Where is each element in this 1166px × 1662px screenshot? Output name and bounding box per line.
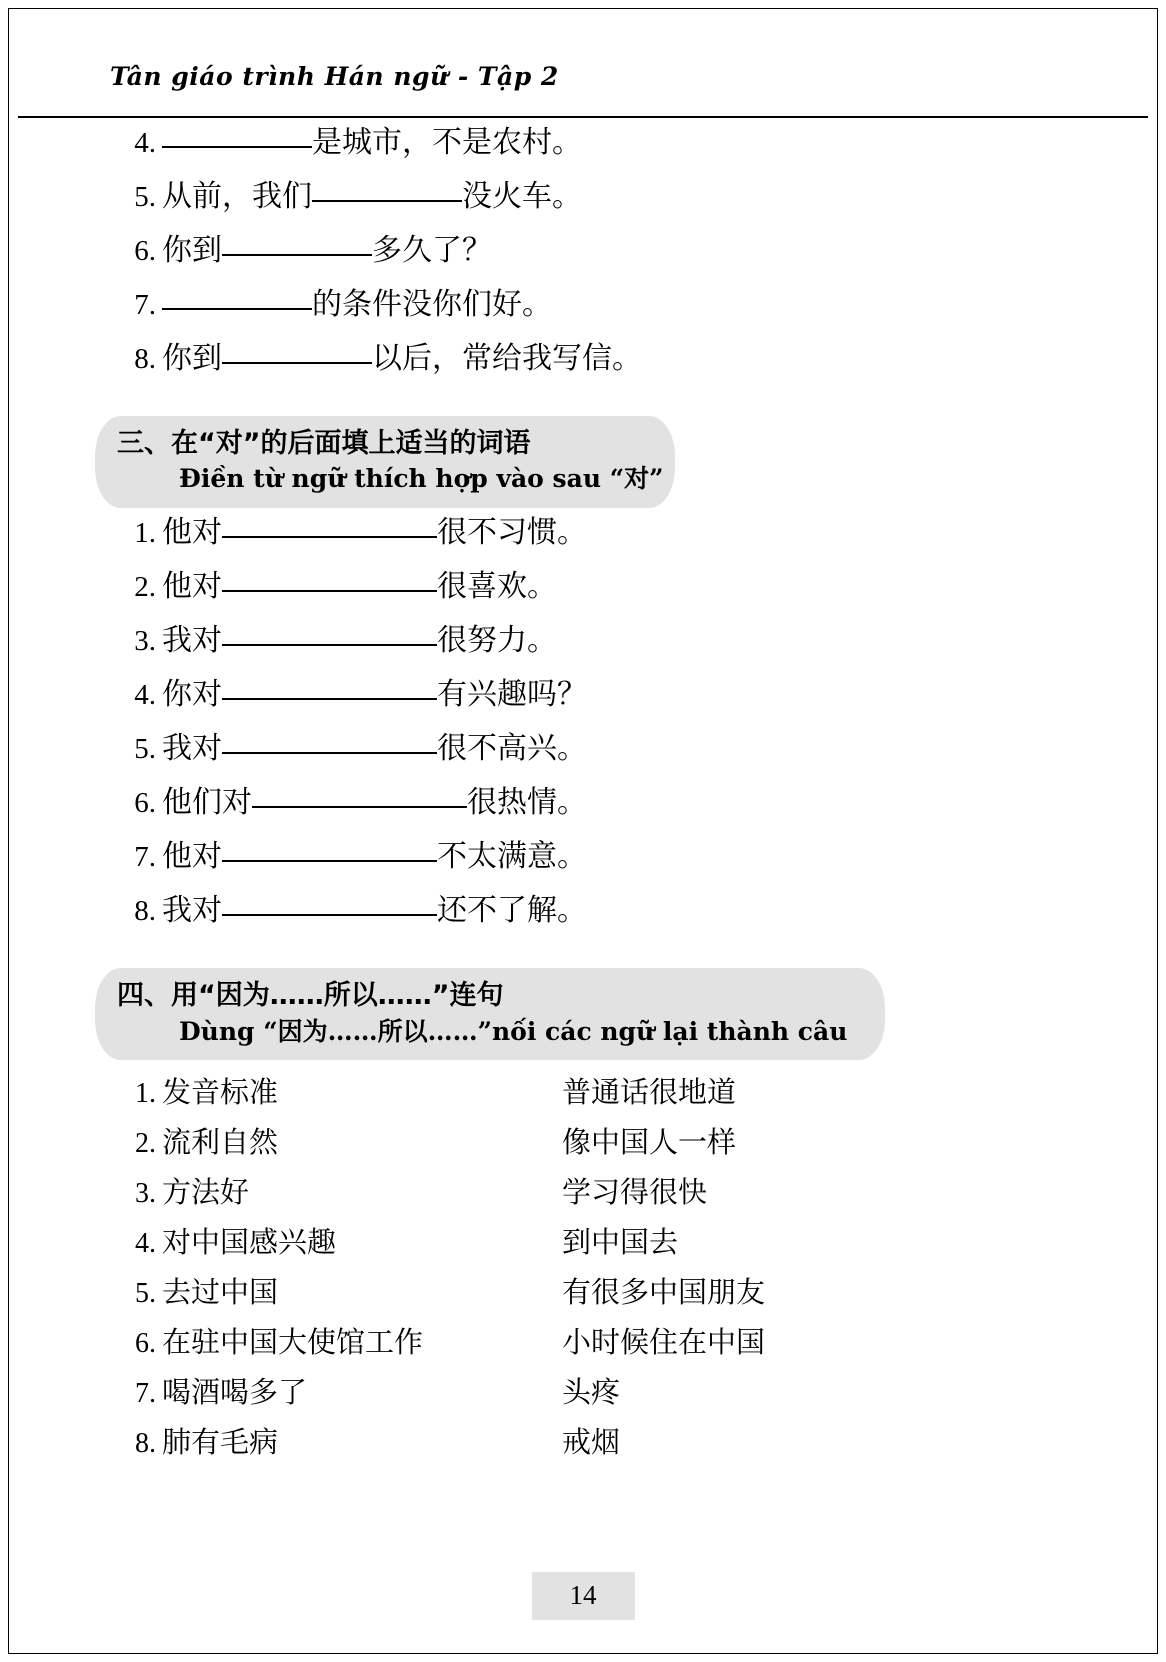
book-title: Tân giáo trình Hán ngữ - Tập 2 bbox=[110, 62, 559, 91]
item-text-after: 的条件没你们好。 bbox=[312, 287, 552, 322]
pair-left-text: 流利自然 bbox=[162, 1125, 279, 1160]
exercise-item bbox=[110, 731, 1166, 788]
exercise-item bbox=[110, 515, 1166, 572]
item-number: 1. bbox=[135, 1078, 156, 1110]
exercise-item bbox=[110, 233, 1166, 290]
item-text-after: 很不高兴。 bbox=[437, 731, 587, 767]
pair-left-text: 发音标准 bbox=[162, 1075, 279, 1110]
item-number: 7. bbox=[134, 289, 156, 321]
pair-row bbox=[110, 1170, 1166, 1220]
item-number: 5. bbox=[135, 1278, 156, 1310]
pair-right-text: 像中国人一样 bbox=[562, 1125, 737, 1160]
fill-in-blank[interactable] bbox=[252, 806, 467, 808]
item-number: 8. bbox=[134, 343, 156, 375]
fill-in-blank[interactable] bbox=[162, 308, 312, 310]
item-number: 4. bbox=[134, 127, 156, 159]
item-number: 6. bbox=[134, 235, 156, 267]
item-text-after: 很努力。 bbox=[437, 623, 557, 659]
item-text-after: 没火车。 bbox=[462, 179, 582, 214]
exercise-item bbox=[110, 677, 1166, 734]
item-number: 1. bbox=[134, 517, 156, 550]
pair-right-text: 到中国去 bbox=[562, 1225, 679, 1260]
pair-row bbox=[110, 1320, 1166, 1370]
exercise-item bbox=[110, 125, 1166, 182]
section-three-items bbox=[0, 515, 1166, 950]
item-number: 4. bbox=[135, 1228, 156, 1260]
pair-right-text: 小时候住在中国 bbox=[562, 1325, 766, 1360]
pair-row bbox=[110, 1270, 1166, 1320]
item-number: 5. bbox=[134, 733, 156, 766]
page-number: 14 bbox=[532, 1572, 635, 1620]
item-text-before: 你到 bbox=[162, 341, 222, 376]
section-three-heading bbox=[95, 416, 675, 508]
item-text-before: 你对 bbox=[162, 677, 222, 713]
item-text-after: 还不了解。 bbox=[437, 893, 587, 929]
item-text-after: 以后，常给我写信。 bbox=[372, 341, 642, 376]
exercise-item bbox=[110, 839, 1166, 896]
item-text-before: 他对 bbox=[162, 839, 222, 875]
pair-row bbox=[110, 1120, 1166, 1170]
item-number: 2. bbox=[134, 571, 156, 604]
item-text-before: 他对 bbox=[162, 515, 222, 551]
fill-in-blank[interactable] bbox=[222, 254, 372, 256]
pair-right-text: 有很多中国朋友 bbox=[562, 1275, 766, 1310]
section-four-heading bbox=[95, 968, 885, 1060]
item-text-before: 我对 bbox=[162, 623, 222, 659]
item-number: 7. bbox=[135, 1378, 156, 1410]
pair-left-text: 方法好 bbox=[162, 1175, 250, 1210]
section-three-title-cn: 三、在“对”的后面填上适当的词语 bbox=[117, 428, 531, 459]
page-content bbox=[0, 125, 1166, 1470]
fill-in-blank[interactable] bbox=[222, 698, 437, 700]
fill-in-blank[interactable] bbox=[222, 590, 437, 592]
page-footer bbox=[0, 1572, 1166, 1620]
pair-right-text: 头疼 bbox=[562, 1375, 621, 1410]
section-four-items bbox=[0, 1070, 1166, 1470]
item-text-before: 他对 bbox=[162, 569, 222, 605]
item-text-after: 有兴趣吗？ bbox=[437, 677, 587, 713]
fill-in-blank[interactable] bbox=[312, 200, 462, 202]
exercise-item bbox=[110, 623, 1166, 680]
fill-in-blank[interactable] bbox=[222, 362, 372, 364]
item-text-after: 不太满意。 bbox=[437, 839, 587, 875]
item-text-after: 很喜欢。 bbox=[437, 569, 557, 605]
section-two-continued bbox=[0, 125, 1166, 398]
item-number: 5. bbox=[134, 181, 156, 213]
exercise-item bbox=[110, 785, 1166, 842]
pair-right-text: 戒烟 bbox=[562, 1425, 621, 1460]
item-number: 3. bbox=[135, 1178, 156, 1210]
exercise-item bbox=[110, 341, 1166, 398]
exercise-item bbox=[110, 569, 1166, 626]
exercise-item bbox=[110, 179, 1166, 236]
pair-left-text: 喝酒喝多了 bbox=[162, 1375, 308, 1410]
item-number: 3. bbox=[134, 625, 156, 658]
item-number: 8. bbox=[134, 895, 156, 928]
pair-left-text: 对中国感兴趣 bbox=[162, 1225, 337, 1260]
fill-in-blank[interactable] bbox=[162, 146, 312, 148]
item-text-before: 你到 bbox=[162, 233, 222, 268]
header-divider bbox=[18, 116, 1148, 118]
item-text-before: 我对 bbox=[162, 893, 222, 929]
pair-right-text: 学习得很快 bbox=[562, 1175, 708, 1210]
item-text-after: 很不习惯。 bbox=[437, 515, 587, 551]
page-header bbox=[110, 62, 1010, 108]
pair-row bbox=[110, 1070, 1166, 1120]
item-text-after: 多久了？ bbox=[372, 233, 492, 268]
section-three-title-vi: Điền từ ngữ thích hợp vào sau “对” bbox=[179, 464, 664, 494]
pair-left-text: 肺有毛病 bbox=[162, 1425, 279, 1460]
item-number: 2. bbox=[135, 1128, 156, 1160]
item-text-after: 是城市，不是农村。 bbox=[312, 125, 582, 160]
item-text-before: 从前，我们 bbox=[162, 179, 312, 214]
item-number: 6. bbox=[135, 1328, 156, 1360]
item-number: 7. bbox=[134, 841, 156, 874]
section-four-title-vi: Dùng “因为……所以……”nối các ngữ lại thành câu bbox=[179, 1016, 848, 1046]
exercise-item bbox=[110, 287, 1166, 344]
pair-left-text: 在驻中国大使馆工作 bbox=[162, 1325, 424, 1360]
section-four-title-cn: 四、用“因为……所以……”连句 bbox=[117, 980, 504, 1012]
pair-row bbox=[110, 1370, 1166, 1420]
fill-in-blank[interactable] bbox=[222, 860, 437, 862]
item-number: 4. bbox=[134, 679, 156, 712]
exercise-item bbox=[110, 893, 1166, 950]
pair-row bbox=[110, 1420, 1166, 1470]
pair-row bbox=[110, 1220, 1166, 1270]
item-text-before: 我对 bbox=[162, 731, 222, 767]
item-number: 8. bbox=[135, 1428, 156, 1460]
fill-in-blank[interactable] bbox=[222, 644, 437, 646]
fill-in-blank[interactable] bbox=[222, 914, 437, 916]
pair-left-text: 去过中国 bbox=[162, 1275, 279, 1310]
fill-in-blank[interactable] bbox=[222, 752, 437, 754]
pair-right-text: 普通话很地道 bbox=[562, 1075, 737, 1110]
fill-in-blank[interactable] bbox=[222, 536, 437, 538]
item-number: 6. bbox=[134, 787, 156, 820]
item-text-before: 他们对 bbox=[162, 785, 252, 821]
item-text-after: 很热情。 bbox=[467, 785, 587, 821]
